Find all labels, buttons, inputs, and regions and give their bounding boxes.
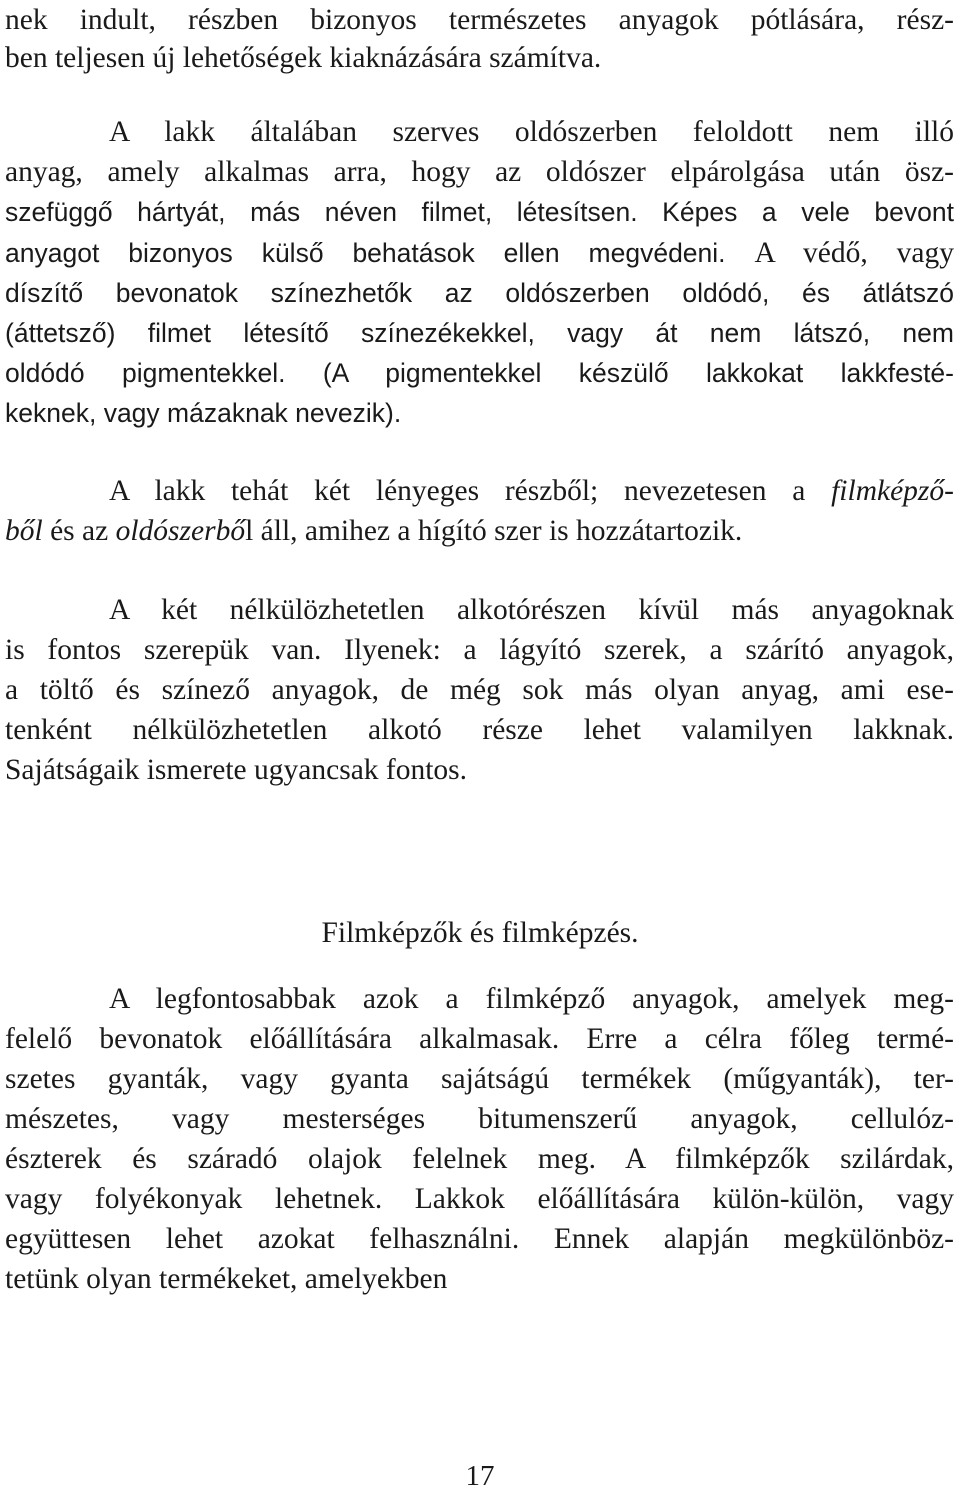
text-line: A legfontosabbak azok a filmképző anyagok, amelyek meg- <box>109 983 954 1015</box>
text-line: Sajátságaik ismerete ugyancsak fontos. <box>5 754 468 786</box>
text-line: vagy folyékonyak lehetnek. Lakkok előállítására külön-külön, vagy <box>5 1183 954 1215</box>
text-line: tenként nélkülözhetetlen alkotó része lehet valamilyen lakknak. <box>5 714 954 746</box>
page-number: 17 <box>465 1460 495 1492</box>
text-line: ben teljesen új lehetőségek kiaknázására számítva. <box>5 42 602 74</box>
text-line: is fontos szerepük van. Ilyenek: a lágyító szerek, a szárító anyagok, <box>5 634 954 666</box>
text-line: együttesen lehet azokat felhasználni. Ennek alapján megkülönböz- <box>5 1223 954 1255</box>
text-line: A lakk tehát két lényeges részből; nevezetesen a filmképző- <box>109 475 954 507</box>
text-line: (áttetsző) filmet létesítő színezékekkel, vagy át nem látszó, nem <box>5 318 954 348</box>
text-line: anyagot bizonyos külső behatások ellen megvédeni. A védő, vagy <box>5 237 954 269</box>
text-line: díszítő bevonatok színezhetők az oldószerben oldódó, és átlátszó <box>5 278 954 308</box>
text-line: anyag, amely alkalmas arra, hogy az oldószer elpárolgása után ösz- <box>5 156 954 188</box>
text-line: mészetes, vagy mesterséges bitumenszerű anyagok, cellulóz- <box>5 1103 954 1135</box>
text-line: keknek, vagy mázaknak nevezik). <box>5 398 402 428</box>
text-line: a töltő és színező anyagok, de még sok más olyan anyag, ami ese- <box>5 674 954 706</box>
text-line: A két nélkülözhetetlen alkotórészen kívül más anyagoknak <box>109 594 954 626</box>
text-line: ből és az oldószerből áll, amihez a hígító szer is hozzátartozik. <box>5 515 743 547</box>
section-heading: Filmképzők és filmképzés. <box>321 917 639 949</box>
text-line: felelő bevonatok előállítására alkalmasak. Erre a célra főleg termé- <box>5 1023 954 1055</box>
text-line: A lakk általában szerves oldószerben feloldott nem illó <box>109 116 954 148</box>
text-line: tetünk olyan termékeket, amelyekben <box>5 1263 448 1295</box>
text-line: észterek és száradó olajok felelnek meg. A filmképzők szilárdak, <box>5 1143 954 1175</box>
text-line: oldódó pigmentekkel. (A pigmentekkel készülő lakkokat lakkfesté- <box>5 358 954 388</box>
text-line: szetes gyanták, vagy gyanta sajátságú termékek (műgyanták), ter- <box>5 1063 954 1095</box>
text-line: nek indult, részben bizonyos természetes anyagok pótlására, rész- <box>5 4 954 36</box>
text-line: szefüggő hártyát, más néven filmet, létesítsen. Képes a vele bevont <box>5 197 954 227</box>
